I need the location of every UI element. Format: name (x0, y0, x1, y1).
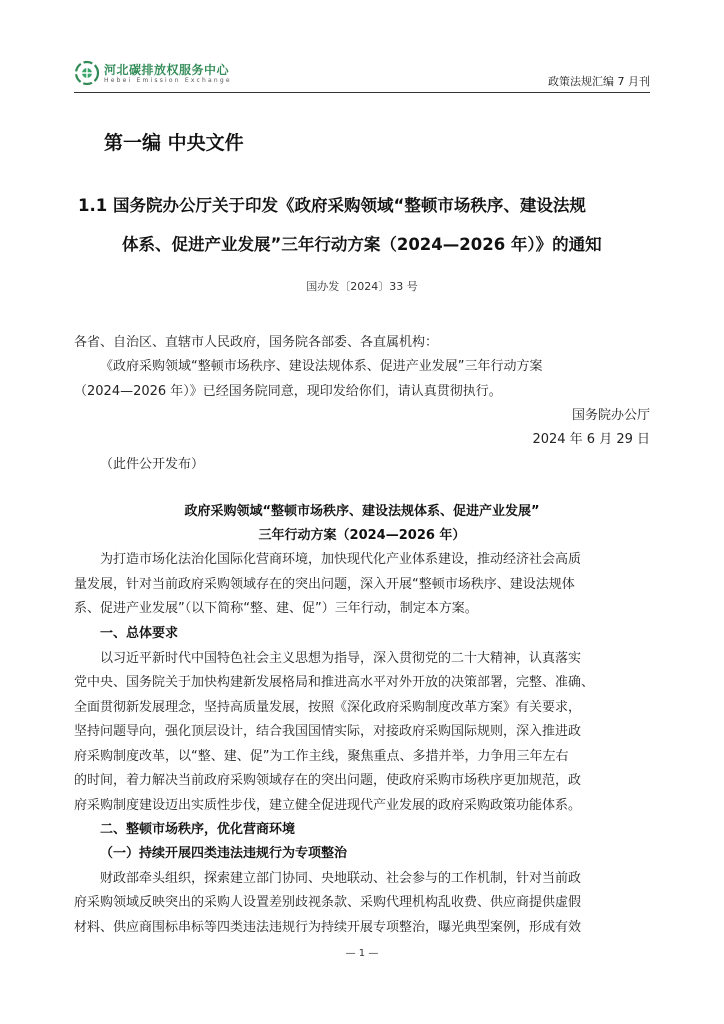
plan-intro-line: 量发展，针对当前政府采购领域存在的突出问题，深入开展“整顿市场秩序、建设法规体 (74, 577, 575, 592)
publication-title: 政策法规汇编 7 月刊 (548, 75, 650, 88)
notice-body-line-2: （2024—2026 年）》已经国务院同意，现印发给你们，请认真贯彻执行。 (74, 384, 502, 399)
page-number: — 1 — (345, 948, 379, 959)
para-line: 财政部牵头组织，探索建立部门协同、央地联动、社会参与的工作机制，针对当前政 (100, 871, 582, 886)
header-divider (74, 92, 650, 93)
heading-market-order: 二、整顿市场秩序，优化营商环境 (100, 822, 296, 837)
para-line: 材料、供应商围标串标等四类违法违规行为持续开展专项整治，曝光典型案例，形成有效 (74, 920, 582, 935)
org-name-en: Hebei Emission Exchange (104, 77, 232, 84)
notice-date: 2024 年 6 月 29 日 (532, 432, 650, 447)
para-line: 府采购制度改革，以“整、建、促”为工作主线，聚焦重点、多措并举，力争用三年左右 (74, 749, 569, 764)
part-title: 第一编 中央文件 (104, 132, 244, 154)
org-name-cn: 河北碳排放权服务中心 (104, 63, 230, 77)
plan-intro-line: 系、促进产业发展”（以下简称“整、建、促”）三年行动，制定本方案。 (74, 601, 478, 616)
notice-body-line-1: 《政府采购领域“整顿市场秩序、建设法规体系、促进产业发展”三年行动方案 (100, 359, 543, 374)
para-line: 府采购制度建设迈出实质性步伐，建立健全促进现代产业发展的政府采购政策功能体系。 (74, 798, 582, 813)
leaf-logo-icon (74, 60, 100, 86)
para-line: 以习近平新时代中国特色社会主义思想为指导，深入贯彻党的二十大精神，认真落实 (100, 651, 582, 666)
para-line: 府采购领域反映突出的采购人设置差别歧视条款、采购代理机构乱收费、供应商提供虚假 (74, 895, 582, 910)
plan-title-line-2: 三年行动方案（2024—2026 年） (258, 528, 466, 543)
plan-intro-line: 为打造市场化法治化国际化营商环境，加快现代化产业体系建设，推动经济社会高质 (100, 552, 582, 567)
para-line: 党中央、国务院关于加快构建新发展格局和推进高水平对外开放的决策部署，完整、准确、 (74, 675, 595, 690)
org-logo (74, 60, 274, 88)
notice-addressee: 各省、自治区、直辖市人民政府，国务院各部委、各直属机构： (74, 335, 439, 350)
subheading-special-rectification: （一）持续开展四类违法违规行为专项整治 (100, 846, 348, 861)
para-line: 的时间，着力解决当前政府采购领域存在的突出问题，使政府采购市场秩序更加规范，政 (74, 773, 582, 788)
para-line: 坚持问题导向，强化顶层设计，结合我国国情实际，对接政府采购国际规则，深入推进政 (74, 724, 582, 739)
notice-publication-note: （此件公开发布） (100, 457, 205, 472)
heading-general-requirements: 一、总体要求 (100, 626, 179, 641)
section-title-line-1: 1.1 国务院办公厅关于印发《政府采购领域“整顿市场秩序、建设法规 (78, 196, 586, 215)
para-line: 全面贯彻新发展理念，坚持高质量发展，按照《深化政府采购制度改革方案》有关要求， (74, 700, 582, 715)
plan-title-line-1: 政府采购领域“整顿市场秩序、建设法规体系、促进产业发展” (184, 504, 540, 519)
document-number: 国办发〔2024〕33 号 (306, 280, 418, 293)
section-title-line-2: 体系、促进产业发展”三年行动方案（2024—2026 年）》的通知 (122, 235, 602, 254)
notice-signer: 国务院办公厅 (571, 408, 650, 423)
